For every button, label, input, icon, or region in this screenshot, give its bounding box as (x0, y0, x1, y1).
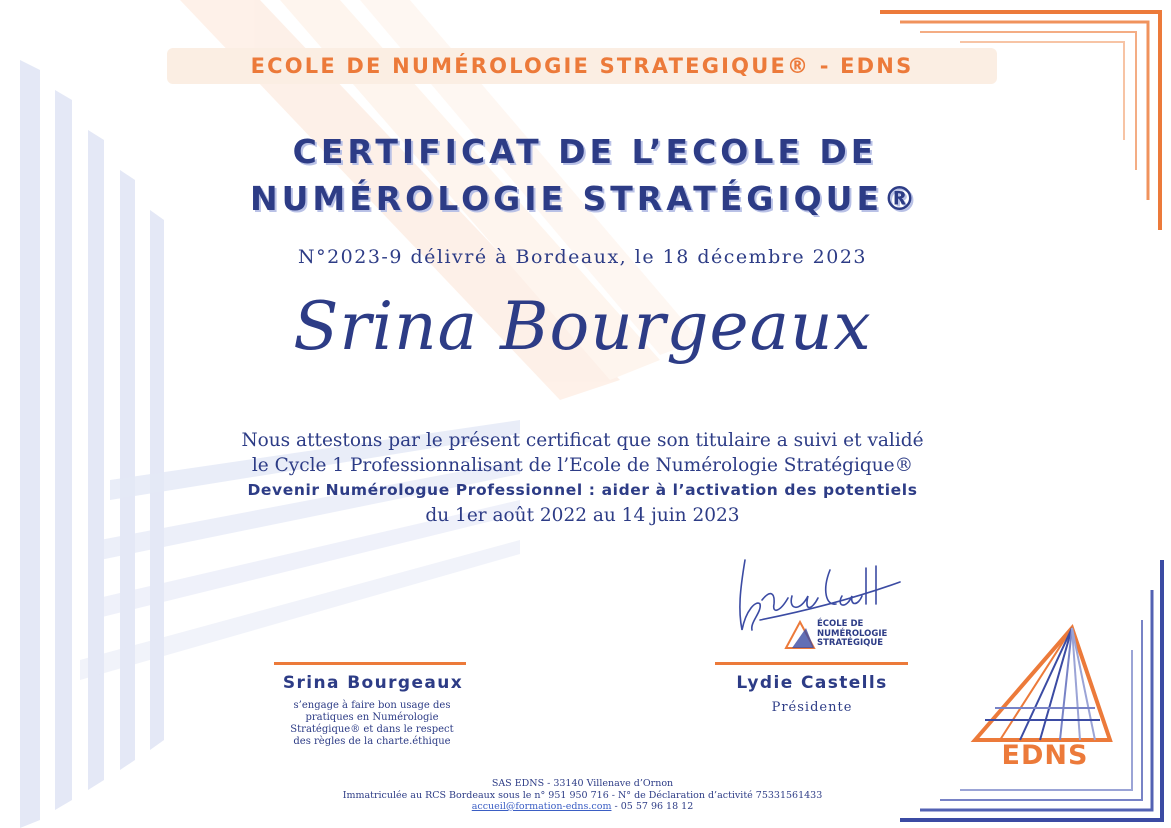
president-signature-line (715, 662, 908, 665)
president-role: Présidente (771, 700, 853, 715)
body-line1: Nous attestons par le présent certificat que son titulaire a suivi et validé (241, 430, 924, 451)
holder-signature-line (274, 662, 466, 665)
body-line2: le Cycle 1 Professionnalisant de l’Ecole de Numérologie Stratégique® (251, 455, 914, 476)
footer-email-link[interactable]: accueil@formation-edns.com (471, 801, 612, 812)
holder-signature-name: Srina Bourgeaux (282, 673, 464, 693)
school-banner: ECOLE DE NUMÉROLOGIE STRATEGIQUE® - EDNS (167, 48, 997, 84)
footer (250, 778, 915, 813)
stamp-line2: NUMÉROLOGIE (817, 628, 888, 639)
certificate-title-line1: CERTIFICAT DE L’ECOLE DE (292, 132, 878, 171)
commitment-line3: Stratégique® et dans le respect (290, 724, 454, 735)
stamp-line3: STRATÉGIQUE (817, 638, 884, 648)
stamp-line1: ÉCOLE DE (817, 619, 864, 629)
footer-phone: - 05 57 96 18 12 (611, 801, 694, 812)
footer-line2: Immatriculée au RCS Bordeaux sous le n° 951 950 716 - N° de Déclaration d’activité 75331561433 (342, 789, 823, 801)
certificate-title-line2: NUMÉROLOGIE STRATÉGIQUE® (249, 179, 921, 218)
program-title: Devenir Numérologue Professionnel : aider à l’activation des potentiels (247, 481, 918, 499)
program-dates: du 1er août 2022 au 14 juin 2023 (425, 505, 740, 526)
commitment-line2: pratiques en Numérologie (305, 712, 439, 723)
edns-logo-icon (975, 628, 1110, 740)
certificate-body (100, 428, 1065, 528)
commitment-line1: s’engage à faire bon usage des (293, 700, 451, 711)
holder-commitment (262, 700, 482, 748)
holder-name: Srina Bourgeaux (293, 288, 872, 365)
commitment-line4: des règles de la charte.éthique (293, 736, 451, 747)
stamp-logo-icon (786, 622, 814, 648)
footer-line1: SAS EDNS - 33140 Villenave d’Ornon (491, 778, 674, 789)
footer-line3 (250, 801, 915, 813)
president-signature-name: Lydie Castells (736, 673, 888, 693)
certificate-number: N°2023-9 délivré à Bordeaux, le 18 décembre 2023 (297, 246, 868, 268)
stamp-text (817, 620, 887, 649)
certificate-title (120, 128, 1050, 222)
edns-logo-text: EDNS (1001, 740, 1089, 771)
